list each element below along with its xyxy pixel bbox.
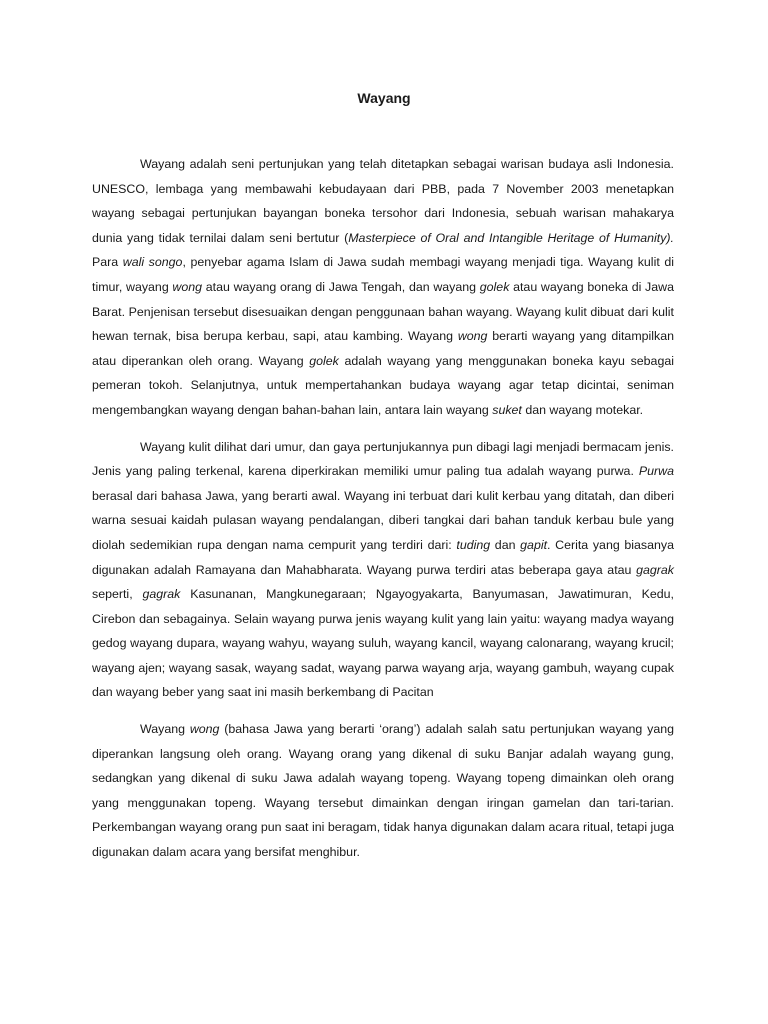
text-run: . Cerita yang biasanya digunakan adalah Ramayana dan Mahabharata. Wayang purwa terdiri atas beberapa gaya atau bbox=[92, 537, 674, 577]
italic-term: wong bbox=[172, 279, 203, 294]
italic-term: golek bbox=[479, 279, 510, 294]
text-run: (bahasa Jawa yang berarti ‘orang’) adalah salah satu pertunjukan wayang yang diperankan langsung oleh orang. Wayang orang yang dikenal di suku Banjar adalah wayang gung, sedangkan yang dikenal di suku Jawa adalah wayang topeng. Wayang topeng dimainkan oleh orang yang menggunakan topeng. Wayang tersebut dimainkan dengan iringan gamelan dan tari-tarian. Perkembangan wayang orang pun saat ini beragam, tidak hanya digunakan dalam acara ritual, tetapi juga digunakan dalam acara yang bersifat menghibur. bbox=[92, 722, 674, 860]
text-run: adalah wayang yang menggunakan boneka kayu sebagai pemeran tokoh. Selanjutnya, untuk mempertahankan budaya wayang agar tetap dicintai, seniman mengembangkan wayang dengan bahan-bahan lain, antara lain wayang bbox=[92, 353, 674, 417]
italic-term: wong bbox=[189, 722, 220, 737]
text-run: seperti, bbox=[92, 587, 143, 602]
paragraph bbox=[92, 152, 674, 423]
text-run: dan wayang motekar. bbox=[521, 402, 644, 417]
text-run: atau wayang boneka di Jawa Barat. Penjenisan tersebut disesuaikan dengan penggunaan bahan wayang. Wayang kulit dibuat dari kulit hewan ternak, bisa berupa kerbau, sapi, atau kambing. Wayang bbox=[92, 279, 674, 344]
italic-term: suket bbox=[492, 402, 522, 417]
italic-term: wong bbox=[457, 329, 488, 344]
document-body bbox=[92, 152, 674, 865]
italic-term: Masterpiece of Oral and Intangible Heritage of Humanity). bbox=[348, 230, 675, 245]
text-run: dan bbox=[490, 537, 521, 552]
italic-term: wali songo bbox=[122, 255, 183, 270]
text-run: berarti wayang yang ditampilkan atau diperankan oleh orang. Wayang bbox=[92, 329, 675, 368]
italic-term: gapit bbox=[520, 537, 548, 552]
paragraph bbox=[92, 717, 674, 865]
text-run: , penyebar agama Islam di Jawa sudah membagi wayang menjadi tiga. Wayang kulit di timur, wayang bbox=[92, 255, 674, 294]
text-run: atau wayang orang di Jawa Tengah, dan wayang bbox=[202, 279, 480, 294]
italic-term: gagrak bbox=[636, 562, 674, 577]
paragraph bbox=[92, 435, 674, 706]
italic-term: golek bbox=[309, 353, 339, 368]
document-title: Wayang bbox=[357, 90, 411, 106]
italic-term: tuding bbox=[456, 537, 491, 552]
text-run: Para bbox=[92, 255, 123, 270]
text-run: berasal dari bahasa Jawa, yang berarti awal. Wayang ini terbuat dari kulit kerbau yang ditatah, dan diberi warna sesuai kaidah pulasan wayang pendalangan, diberi tangkai dari bahan tanduk kerbau bule yang diolah sedemikian rupa dengan nama cempurit yang terdiri dari: bbox=[92, 488, 674, 552]
text-run: Kasunanan, Mangkunegaraan; Ngayogyakarta, Banyumasan, Jawatimuran, Kedu, Cirebon dan sebagainya. Selain wayang purwa jenis wayang kulit yang lain yaitu: wayang madya wayang gedog wayang dupara, wayang wahyu, wayang suluh, wayang kancil, wayang calonarang, wayang krucil; wayang ajen; wayang sasak, wayang sadat, wayang parwa wayang arja, wayang gambuh, wayang cupak dan wayang beber yang saat ini masih berkembang di Pacitan bbox=[92, 587, 674, 700]
text-run: Wayang bbox=[140, 722, 190, 737]
text-run: Wayang adalah seni pertunjukan yang telah ditetapkan sebagai warisan budaya asli Indonesia. UNESCO, lembaga yang membawahi kebudayaan dari PBB, pada 7 November 2003 menetapkan wayang sebagai pertunjukan bayangan boneka tersohor dari Indonesia, sebuah warisan mahakarya dunia yang tidak ternilai dalam seni bertutur ( bbox=[92, 157, 674, 245]
text-run: Wayang kulit dilihat dari umur, dan gaya pertunjukannya pun dibagi lagi menjadi bermacam jenis. Jenis yang paling terkenal, karena diperkirakan memiliki umur paling tua adalah wayang purwa. bbox=[92, 439, 674, 479]
italic-term: Purwa bbox=[638, 464, 674, 479]
italic-term: gagrak bbox=[142, 587, 181, 602]
